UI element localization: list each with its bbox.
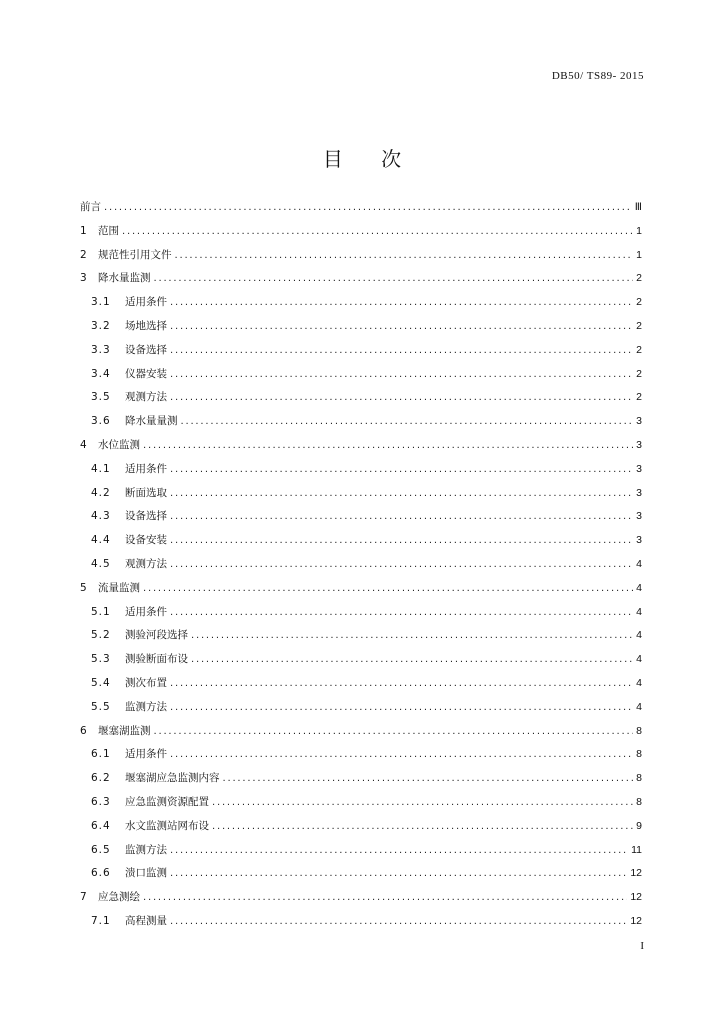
toc-entry-label: 适用条件 xyxy=(125,605,167,618)
dot-leader xyxy=(212,821,633,832)
toc-entry[interactable] xyxy=(80,461,642,485)
toc-entry-number: 5.3 xyxy=(91,653,111,666)
toc-entry[interactable] xyxy=(80,746,642,770)
dot-leader xyxy=(170,464,633,475)
toc-entry-page: Ⅲ xyxy=(634,201,642,213)
toc-entry-label: 降水量监测 xyxy=(98,272,151,285)
dot-leader xyxy=(170,297,633,308)
dot-leader xyxy=(170,749,633,760)
toc-entry-label: 堰塞湖应急监测内容 xyxy=(125,772,220,785)
toc-entry[interactable] xyxy=(80,318,642,342)
toc-entry-number: 7.1 xyxy=(91,914,111,927)
toc-entry-number: 3.1 xyxy=(91,296,111,309)
toc-entry[interactable] xyxy=(80,580,642,604)
toc-entry-page: 4 xyxy=(636,629,642,642)
toc-entry[interactable] xyxy=(80,818,642,842)
toc-entry-label: 观测方法 xyxy=(125,557,167,570)
toc-entry-number: 4 xyxy=(80,438,88,451)
toc-entry-label: 规范性引用文件 xyxy=(98,248,172,261)
toc-entry[interactable] xyxy=(80,366,642,390)
dot-leader xyxy=(122,226,633,237)
toc-entry-label: 范围 xyxy=(98,224,119,237)
toc-entry-label: 测验河段选择 xyxy=(125,629,188,642)
toc-entry-label: 场地选择 xyxy=(125,319,167,332)
dot-leader xyxy=(170,321,633,332)
toc-entry-page: 3 xyxy=(636,438,642,451)
toc-entry[interactable] xyxy=(80,342,642,366)
toc-entry-label: 观测方法 xyxy=(125,391,167,404)
dot-leader xyxy=(170,845,628,856)
toc-entry-number: 5.5 xyxy=(91,700,111,713)
toc-entry[interactable] xyxy=(80,532,642,556)
toc-entry[interactable] xyxy=(80,199,642,223)
toc-entry-page: 8 xyxy=(636,772,642,785)
toc-entry-number: 4.2 xyxy=(91,486,111,499)
toc-entry-label: 适用条件 xyxy=(125,462,167,475)
toc-entry-page: 2 xyxy=(636,296,642,309)
toc-entry-label: 水文监测站网布设 xyxy=(125,819,209,832)
toc-entry-label: 仪器安装 xyxy=(125,367,167,380)
toc-entry-label: 溃口监测 xyxy=(125,867,167,880)
toc-entry-number: 5.4 xyxy=(91,676,111,689)
toc-entry-page: 8 xyxy=(636,748,642,761)
toc-entry[interactable] xyxy=(80,913,642,937)
dot-leader xyxy=(170,678,633,689)
toc-entry-label: 前言 xyxy=(80,201,101,213)
toc-entry[interactable] xyxy=(80,651,642,675)
page-number: I xyxy=(640,940,644,952)
toc-entry-number: 4.5 xyxy=(91,557,111,570)
toc-entry-page: 3 xyxy=(636,534,642,547)
toc-entry-number: 3.4 xyxy=(91,367,111,380)
toc-entry-label: 降水量量测 xyxy=(125,415,178,428)
toc-entry-page: 9 xyxy=(636,819,642,832)
toc-entry-page: 3 xyxy=(636,486,642,499)
toc-entry-number: 6.4 xyxy=(91,819,111,832)
toc-entry[interactable] xyxy=(80,770,642,794)
toc-entry-page: 4 xyxy=(636,676,642,689)
toc-entry-number: 3.3 xyxy=(91,343,111,356)
toc-entry-page: 3 xyxy=(636,510,642,523)
toc-entry[interactable] xyxy=(80,389,642,413)
toc-entry-number: 4.3 xyxy=(91,510,111,523)
toc-entry-page: 2 xyxy=(636,272,642,285)
toc-entry-number: 3.5 xyxy=(91,391,111,404)
toc-entry-label: 断面选取 xyxy=(125,486,167,499)
toc-entry-page: 12 xyxy=(630,914,642,927)
dot-leader xyxy=(170,392,633,403)
toc-entry-number: 3.2 xyxy=(91,319,111,332)
toc-entry-page: 4 xyxy=(636,653,642,666)
toc-entry[interactable] xyxy=(80,627,642,651)
toc-entry-page: 3 xyxy=(636,462,642,475)
toc-entry-number: 6.2 xyxy=(91,772,111,785)
toc-entry[interactable] xyxy=(80,556,642,580)
toc-entry-label: 适用条件 xyxy=(125,296,167,309)
toc-entry-number: 3 xyxy=(80,272,88,285)
toc-entry-label: 设备选择 xyxy=(125,510,167,523)
toc-entry-page: 4 xyxy=(636,700,642,713)
toc-entry-label: 水位监测 xyxy=(98,438,140,451)
toc-entry-page: 2 xyxy=(636,391,642,404)
toc-entry-page: 3 xyxy=(636,415,642,428)
standard-code: DB50/ TS89- 2015 xyxy=(551,70,644,82)
dot-leader xyxy=(143,892,627,903)
toc-entry[interactable] xyxy=(80,699,642,723)
dot-leader xyxy=(170,488,633,499)
toc-entry[interactable] xyxy=(80,794,642,818)
toc-entry-label: 测次布置 xyxy=(125,676,167,689)
toc-entry-label: 适用条件 xyxy=(125,748,167,761)
dot-leader xyxy=(170,369,633,380)
toc-entry-page: 12 xyxy=(630,867,642,880)
toc-entry-number: 4.1 xyxy=(91,462,111,475)
dot-leader xyxy=(191,654,633,665)
toc-entry-label: 流量监测 xyxy=(98,581,140,594)
dot-leader xyxy=(175,250,634,261)
table-of-contents xyxy=(80,199,642,937)
toc-entry[interactable] xyxy=(80,889,642,913)
dot-leader xyxy=(170,702,633,713)
toc-entry-number: 5.2 xyxy=(91,629,111,642)
toc-entry[interactable] xyxy=(80,675,642,699)
toc-entry-label: 应急测绘 xyxy=(98,891,140,904)
toc-entry-page: 8 xyxy=(636,795,642,808)
toc-entry-number: 3.6 xyxy=(91,415,111,428)
page-title: 目 次 xyxy=(322,147,418,171)
toc-entry-page: 2 xyxy=(636,319,642,332)
dot-leader xyxy=(154,726,634,737)
toc-entry[interactable] xyxy=(80,270,642,294)
toc-entry-page: 1 xyxy=(636,248,642,261)
toc-entry-number: 6 xyxy=(80,724,88,737)
toc-entry[interactable] xyxy=(80,294,642,318)
toc-entry[interactable] xyxy=(80,223,642,247)
toc-entry-page: 8 xyxy=(636,724,642,737)
toc-entry-label: 测验断面布设 xyxy=(125,653,188,666)
dot-leader xyxy=(170,916,627,927)
toc-entry-number: 5 xyxy=(80,581,88,594)
toc-entry-page: 4 xyxy=(636,557,642,570)
toc-entry-number: 1 xyxy=(80,224,88,237)
toc-entry[interactable] xyxy=(80,723,642,747)
toc-entry[interactable] xyxy=(80,508,642,532)
toc-entry[interactable] xyxy=(80,485,642,509)
dot-leader xyxy=(170,607,633,618)
toc-entry-label: 高程测量 xyxy=(125,914,167,927)
dot-leader xyxy=(154,273,634,284)
dot-leader xyxy=(181,416,634,427)
toc-entry[interactable] xyxy=(80,604,642,628)
toc-entry-number: 6.3 xyxy=(91,795,111,808)
toc-entry[interactable] xyxy=(80,413,642,437)
dot-leader xyxy=(104,202,632,213)
dot-leader xyxy=(143,583,633,594)
toc-entry-page: 2 xyxy=(636,343,642,356)
dot-leader xyxy=(143,440,633,451)
dot-leader xyxy=(170,559,633,570)
dot-leader xyxy=(170,511,633,522)
toc-entry[interactable] xyxy=(80,247,642,271)
dot-leader xyxy=(212,797,633,808)
toc-entry-number: 2 xyxy=(80,248,88,261)
toc-entry-page: 12 xyxy=(630,891,642,904)
dot-leader xyxy=(223,773,634,784)
toc-entry[interactable] xyxy=(80,865,642,889)
toc-entry-page: 4 xyxy=(636,581,642,594)
toc-entry-label: 设备安装 xyxy=(125,534,167,547)
toc-entry-label: 设备选择 xyxy=(125,343,167,356)
toc-entry-page: 4 xyxy=(636,605,642,618)
toc-entry-label: 监测方法 xyxy=(125,700,167,713)
toc-entry-number: 5.1 xyxy=(91,605,111,618)
toc-entry-number: 7 xyxy=(80,891,88,904)
toc-entry[interactable] xyxy=(80,437,642,461)
toc-entry[interactable] xyxy=(80,842,642,866)
dot-leader xyxy=(170,868,627,879)
toc-entry-page: 1 xyxy=(636,224,642,237)
dot-leader xyxy=(170,535,633,546)
toc-entry-number: 6.5 xyxy=(91,843,111,856)
toc-entry-number: 6.1 xyxy=(91,748,111,761)
toc-entry-page: 11 xyxy=(631,843,642,856)
toc-entry-label: 监测方法 xyxy=(125,843,167,856)
toc-entry-label: 应急监测资源配置 xyxy=(125,795,209,808)
toc-entry-page: 2 xyxy=(636,367,642,380)
toc-entry-number: 6.6 xyxy=(91,867,111,880)
dot-leader xyxy=(191,630,633,641)
toc-entry-label: 堰塞湖监测 xyxy=(98,724,151,737)
toc-entry-number: 4.4 xyxy=(91,534,111,547)
dot-leader xyxy=(170,345,633,356)
